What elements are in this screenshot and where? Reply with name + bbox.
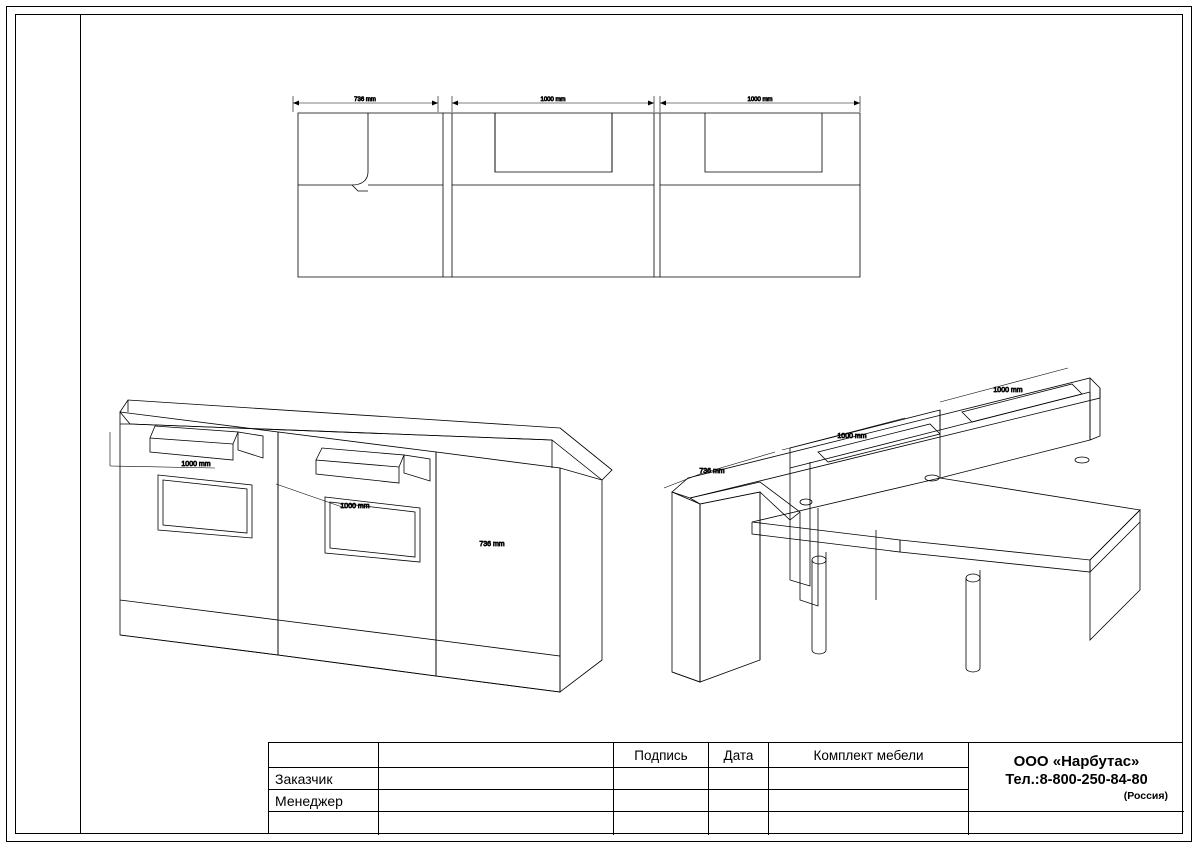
titleblock-company-filler <box>969 812 1184 835</box>
row-value-manager-signature[interactable] <box>614 790 709 812</box>
svg-text:1000 mm: 1000 mm <box>181 461 211 468</box>
svg-text:736 mm: 736 mm <box>699 468 725 475</box>
column-header-signature: Подпись <box>614 743 709 768</box>
row-value-customer-name[interactable] <box>379 768 614 790</box>
titleblock-blank-corner <box>269 743 379 768</box>
row-value-customer-date[interactable] <box>709 768 769 790</box>
row-value-extra-name[interactable] <box>379 812 614 835</box>
row-value-manager-set <box>769 790 969 812</box>
company-phone: Тел.:8-800-250-84-80 <box>1005 771 1148 788</box>
row-value-extra-date[interactable] <box>709 812 769 835</box>
company-country: (Россия) <box>1123 789 1168 802</box>
title-block <box>268 742 1183 834</box>
svg-text:736 mm: 736 mm <box>354 97 376 103</box>
row-value-extra-signature[interactable] <box>614 812 709 835</box>
sheet-left-margin-line <box>80 14 81 834</box>
row-value-customer-set <box>769 768 969 790</box>
row-label-customer: Заказчик <box>269 768 379 790</box>
row-value-extra-set <box>769 812 969 835</box>
row-value-manager-name[interactable] <box>379 790 614 812</box>
svg-text:1000 mm: 1000 mm <box>837 433 867 440</box>
titleblock-blank-name <box>379 743 614 768</box>
svg-text:1000 mm: 1000 mm <box>340 503 370 510</box>
svg-text:1000 mm: 1000 mm <box>540 97 566 103</box>
column-header-set: Комплект мебели <box>769 743 969 768</box>
sheet-inner-border <box>15 14 1183 834</box>
svg-text:1000 mm: 1000 mm <box>747 97 773 103</box>
row-label-extra <box>269 812 379 835</box>
column-header-date: Дата <box>709 743 769 768</box>
row-value-customer-signature[interactable] <box>614 768 709 790</box>
svg-text:1000 mm: 1000 mm <box>993 387 1023 394</box>
company-block <box>969 743 1184 812</box>
svg-text:736 mm: 736 mm <box>479 541 505 548</box>
row-value-manager-date[interactable] <box>709 790 769 812</box>
company-name: ООО «Нарбутас» <box>1013 752 1140 770</box>
row-label-manager: Менеджер <box>269 790 379 812</box>
